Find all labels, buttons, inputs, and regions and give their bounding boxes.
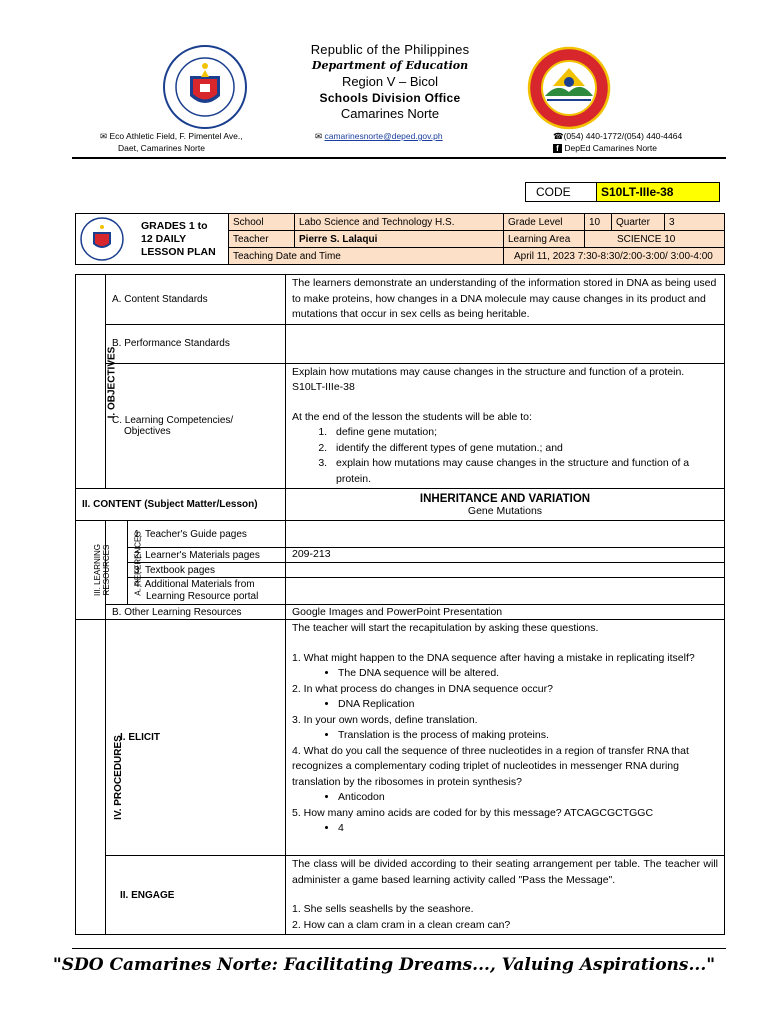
resource-row-value xyxy=(286,521,725,548)
content-topic xyxy=(286,489,725,521)
code-value: S10LT-IIIe-38 xyxy=(597,183,720,202)
competency-text: Explain how mutations may cause changes in the structure and function of a protein. S10LT-IIIe-38 xyxy=(292,365,685,393)
header-department: Department of Education xyxy=(311,59,469,72)
elicit-question: 4. What do you call the sequence of three nucleotides in a region of transfer RNA that recognizes a complementary coding triplet of nucleotides in messenger RNA during translation by the ribosomes in protein synthesis? xyxy=(292,744,689,788)
phone-number: (054) 440-1772/(054) 440-4464 xyxy=(563,131,683,141)
phone-icon: ☎ xyxy=(553,131,564,141)
learning-competencies-label-line-1: C. Learning Competencies/ xyxy=(112,414,234,426)
elicit-question: 2. In what process do changes in DNA sequence occur? xyxy=(292,682,553,695)
email-link[interactable]: camarinesnorte@deped.gov.ph xyxy=(324,131,443,141)
performance-standards-value xyxy=(286,324,725,363)
grade-level-value: 10 xyxy=(585,214,612,231)
learning-competencies-label-line-2: Objectives xyxy=(124,425,171,437)
info-title-line-2: 12 DAILY xyxy=(141,232,187,245)
teacher-label: Teacher xyxy=(229,231,295,248)
objectives-section-label: I. OBJECTIVES xyxy=(76,275,106,489)
header-center xyxy=(230,42,550,122)
resource-row-label xyxy=(128,578,286,605)
engage-label: II. ENGAGE xyxy=(106,856,286,935)
competency-item: 1. define gene mutation; xyxy=(330,425,718,441)
code-label: CODE xyxy=(526,183,597,202)
header-address xyxy=(100,130,300,154)
elicit-label: I. ELICIT xyxy=(106,620,286,856)
header-division-office: Schools Division Office xyxy=(319,91,461,105)
elicit-intro: The teacher will start the recapitulation by asking these questions. xyxy=(292,622,599,634)
grade-level-label: Grade Level xyxy=(504,214,585,231)
elicit-answer: • DNA Replication xyxy=(338,697,718,713)
competency-item: 3. explain how mutations may cause changes in the structure and function of a protein. xyxy=(330,456,718,487)
footer-motto: "SDO Camarines Norte: Facilitating Dreams..., Valuing Aspirations..." xyxy=(52,955,716,975)
info-title-line-3: LESSON PLAN xyxy=(141,245,216,258)
teaching-date-value: April 11, 2023 7:30-8:30/2:00-3:00/ 3:00-4:00 xyxy=(504,248,725,265)
lesson-info-table xyxy=(75,213,725,265)
references-label: A. REFERENCES xyxy=(106,521,128,605)
elicit-answer: • The DNA sequence will be altered. xyxy=(338,666,718,682)
procedures-section-label: IV. PROCEDURES xyxy=(76,620,106,935)
learning-competencies-label xyxy=(106,363,286,489)
learning-resources-label-line-1: III. LEARNING xyxy=(93,543,103,596)
elicit-question: 1. What might happen to the DNA sequence after having a mistake in replicating itself? xyxy=(292,651,695,664)
resource-row-value: 209-213 xyxy=(286,548,725,563)
competency-item: 2. identify the different types of gene mutation.; and xyxy=(330,441,718,457)
engage-item: 2. How can a clam cram in a clean cream can? xyxy=(292,918,511,931)
performance-standards-label: B. Performance Standards xyxy=(106,324,286,363)
resource-row-label: 2. Learner's Materials pages xyxy=(128,548,286,563)
content-standards-text: The learners demonstrate an understanding of the information stored in DNA as being used to make proteins, how changes in a DNA molecule may cause changes in its product and mutations that occur in sex cells as being heritable. xyxy=(286,275,725,325)
learning-competencies-content xyxy=(286,363,725,489)
lesson-plan-table xyxy=(75,274,725,935)
engage-content xyxy=(286,856,725,935)
engage-text: The class will be divided according to their seating arrangement per table. The teacher will administer a game based learning activity called "Pass the Message". xyxy=(292,858,718,886)
header-province: Camarines Norte xyxy=(340,106,440,121)
resource-row-label-line-1: 4. Additional Materials from xyxy=(134,579,255,590)
resource-row-value xyxy=(286,578,725,605)
info-title-cell xyxy=(76,214,229,265)
elicit-answer: • 4 xyxy=(338,821,718,837)
resource-row-label: 1. Teacher's Guide pages xyxy=(128,521,286,548)
elicit-question: 3. In your own words, define translation. xyxy=(292,713,478,726)
facebook-icon: f xyxy=(553,144,562,153)
elicit-question: 5. How many amino acids are coded for by this message? ATCAGCGCTGGC xyxy=(292,806,654,819)
resource-row-value xyxy=(286,563,725,578)
deped-small-seal-icon xyxy=(79,216,125,262)
code-box xyxy=(525,182,720,202)
quarter-value: 3 xyxy=(665,214,725,231)
header-contact xyxy=(553,130,682,154)
content-standards-label: A. Content Standards xyxy=(106,275,286,325)
teacher-value: Pierre S. Lalaqui xyxy=(295,231,504,248)
content-title: INHERITANCE AND VARIATION xyxy=(419,492,591,505)
info-title-line-1: GRADES 1 to xyxy=(141,219,208,232)
engage-item: 1. She sells seashells by the seashore. xyxy=(292,903,474,915)
address-line-2: Daet, Camarines Norte xyxy=(118,143,205,153)
footer-rule xyxy=(72,948,726,949)
header-republic: Republic of the Philippines xyxy=(310,42,470,57)
address-line-1: Eco Athletic Field, F. Pimentel Ave., xyxy=(109,131,243,141)
other-resources-label: B. Other Learning Resources xyxy=(106,605,286,620)
other-resources-value: Google Images and PowerPoint Presentation xyxy=(286,605,725,620)
learning-area-value: SCIENCE 10 xyxy=(585,231,725,248)
school-value: Labo Science and Technology H.S. xyxy=(295,214,504,231)
content-subtitle: Gene Mutations xyxy=(467,504,543,517)
elicit-content xyxy=(286,620,725,856)
competency-list xyxy=(292,425,718,487)
header-rule xyxy=(72,157,726,159)
content-label: II. CONTENT (Subject Matter/Lesson) xyxy=(76,489,286,521)
learning-resources-label-line-2: RESOURCES xyxy=(102,544,112,595)
facebook-page: DepEd Camarines Norte xyxy=(564,143,657,153)
elicit-answer: • Translation is the process of making proteins. xyxy=(338,728,718,744)
address-icon: ✉ xyxy=(100,131,108,141)
resource-row-label-line-2: Learning Resource portal xyxy=(146,591,259,602)
teaching-date-label: Teaching Date and Time xyxy=(229,248,504,265)
resource-row-label: 3. Textbook pages xyxy=(128,563,286,578)
quarter-label: Quarter xyxy=(612,214,665,231)
header-email xyxy=(315,130,443,142)
learning-resources-section-label xyxy=(76,521,112,620)
school-label: School xyxy=(229,214,295,231)
header-region: Region V – Bicol xyxy=(341,74,439,89)
competency-intro: At the end of the lesson the students will be able to: xyxy=(292,410,532,423)
email-icon: ✉ xyxy=(315,131,323,141)
learning-area-label: Learning Area xyxy=(504,231,585,248)
elicit-answer: • Anticodon xyxy=(338,790,718,806)
